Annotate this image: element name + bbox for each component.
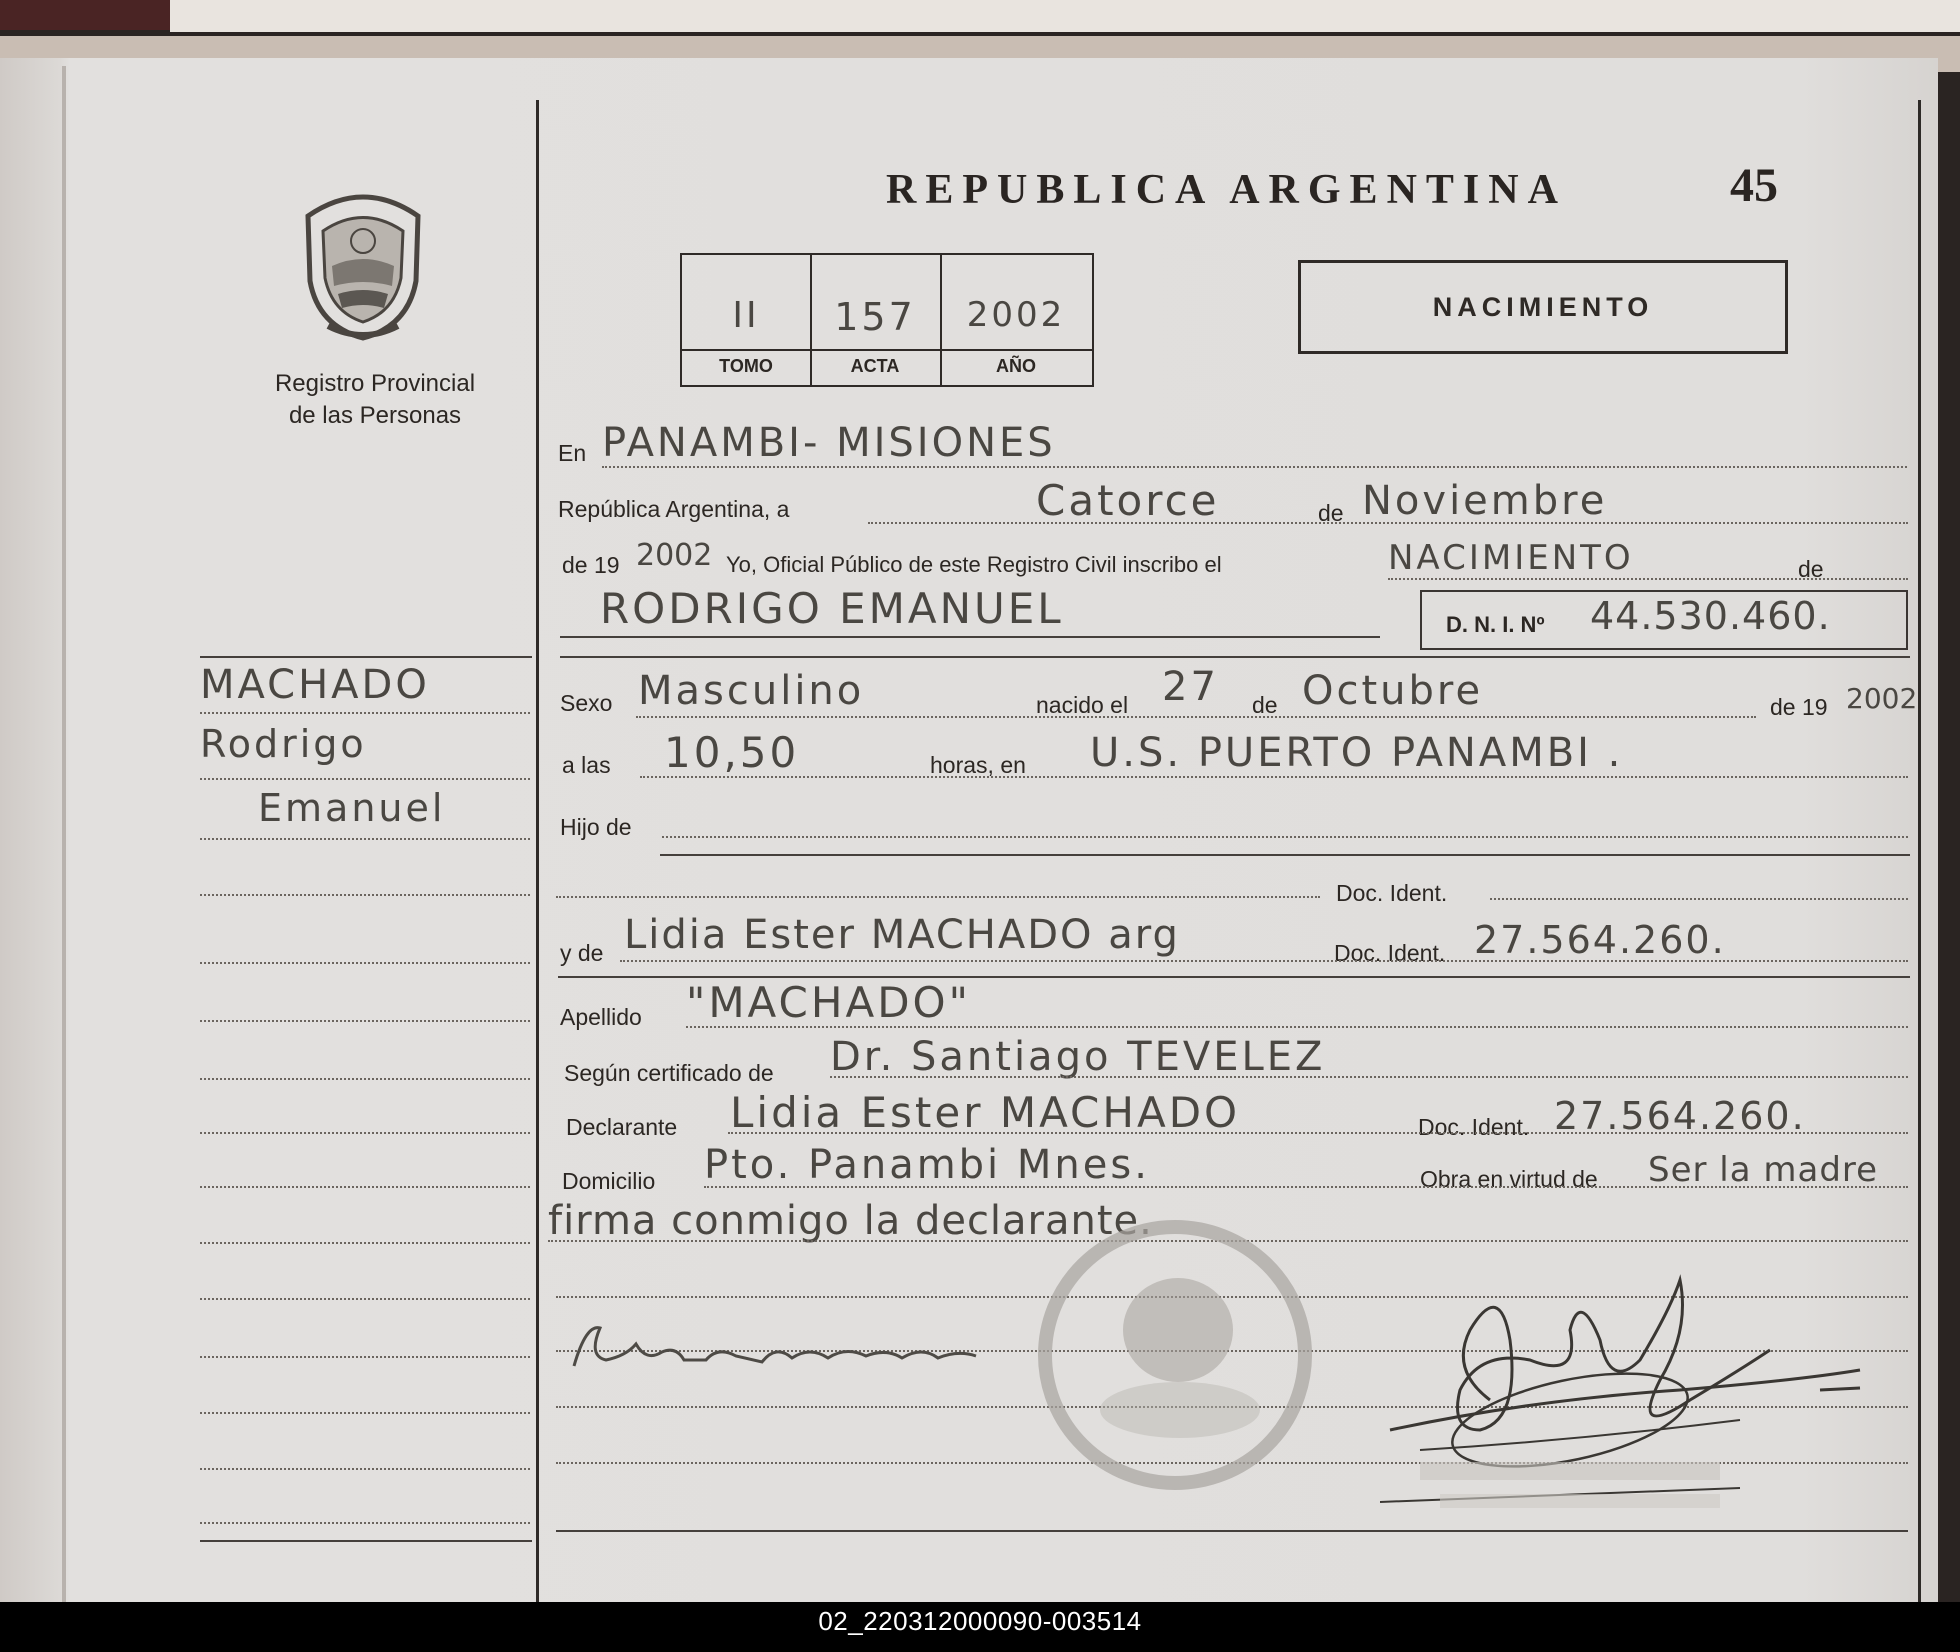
label-republica: República Argentina, a <box>558 496 790 522</box>
label-declarante: Declarante <box>566 1114 678 1140</box>
label-a-las: a las <box>562 752 611 778</box>
declarant-value: Lidia Ester MACHADO <box>730 1088 1241 1137</box>
registry-name-line1: Registro Provincial <box>274 370 476 397</box>
mother-value: Lidia Ester MACHADO arg <box>624 912 1180 958</box>
registry-name <box>240 368 510 432</box>
signature-bottom-rule <box>556 1530 1908 1532</box>
margin-given-1: Rodrigo <box>200 722 367 766</box>
mother-line <box>620 960 1908 962</box>
image-identifier: 02_220312000090-003514 <box>818 1606 1142 1636</box>
birth-place-value: U.S. PUERTO PANAMBI . <box>1090 730 1624 776</box>
left-column-rule <box>536 100 539 1602</box>
official-stamp-icon <box>1030 1210 1320 1500</box>
surname-value: "MACHADO" <box>686 978 971 1027</box>
label-domicilio: Domicilio <box>562 1168 656 1194</box>
margin-line <box>200 1186 530 1188</box>
label-nacido: nacido el <box>1036 692 1129 718</box>
virtue-value: Ser la madre <box>1648 1150 1879 1190</box>
closing-line-value: firma conmigo la declarante. <box>548 1198 1153 1244</box>
domicile-line <box>704 1186 1908 1188</box>
label-hijo-de: Hijo de <box>560 814 632 840</box>
label-de-month: de <box>1318 500 1344 526</box>
ano-label: AÑO <box>996 356 1036 376</box>
time-value: 10,50 <box>664 728 800 777</box>
acta-value: 157 <box>834 295 916 339</box>
margin-line <box>200 778 530 780</box>
margin-line <box>200 1298 530 1300</box>
margin-top-rule <box>200 656 532 658</box>
margin-line <box>200 1078 530 1080</box>
margin-line <box>200 1132 530 1134</box>
margin-line <box>200 838 530 840</box>
domicile-value: Pto. Panambi Mnes. <box>704 1142 1150 1188</box>
place-value: PANAMBI- MISIONES <box>602 420 1056 466</box>
label-oficial: Yo, Oficial Público de este Registro Civil inscribo el <box>726 552 1222 577</box>
margin-surname: MACHADO <box>200 662 430 708</box>
father-line-2 <box>556 896 1320 898</box>
record-type-box: NACIMIENTO <box>1298 260 1788 354</box>
birth-month-value: Octubre <box>1302 668 1484 714</box>
father-doc-line <box>1490 898 1908 900</box>
registrar-stamp-text <box>1420 1462 1720 1480</box>
date-line <box>868 522 1908 524</box>
margin-line <box>200 962 530 964</box>
right-border-rule <box>1918 100 1921 1602</box>
label-apellido: Apellido <box>560 1004 642 1030</box>
certificate-by-value: Dr. Santiago TEVELEZ <box>830 1034 1326 1080</box>
label-y-de: y de <box>560 940 604 966</box>
margin-line <box>200 894 530 896</box>
label-en: En <box>558 440 587 466</box>
certificate-line <box>830 1076 1908 1078</box>
father-line <box>662 836 1908 838</box>
ano-cell <box>940 255 1092 385</box>
label-de-19: de 19 <box>562 552 620 578</box>
sex-value: Masculino <box>638 668 865 714</box>
birth-year-value: 2002 <box>1846 682 1918 715</box>
dni-value: 44.530.460. <box>1590 594 1831 638</box>
label-dni: D. N. I. Nº <box>1446 612 1545 637</box>
label-horas-en: horas, en <box>930 752 1026 778</box>
margin-bottom-rule <box>200 1540 532 1542</box>
margin-line <box>200 1356 530 1358</box>
place-line <box>602 466 1907 468</box>
margin-line <box>200 712 530 714</box>
child-names-value: RODRIGO EMANUEL <box>600 584 1064 633</box>
label-segun: Según certificado de <box>564 1060 774 1086</box>
sexo-line <box>636 716 1756 718</box>
mother-doc-value: 27.564.260. <box>1474 918 1726 962</box>
country-header: REPUBLICA ARGENTINA <box>886 167 1567 213</box>
declarant-line <box>728 1132 1908 1134</box>
acta-label: ACTA <box>850 356 900 376</box>
names-line <box>560 636 1380 638</box>
label-de-act: de <box>1798 556 1824 582</box>
binding-cloth <box>0 0 180 30</box>
margin-line <box>200 1522 530 1524</box>
acta-cell <box>810 255 942 385</box>
registrar-stamp-title <box>1440 1494 1720 1508</box>
tomo-value: II <box>732 295 760 336</box>
declarant-signature <box>566 1316 1026 1378</box>
page-fold-shadow <box>62 66 66 1602</box>
margin-line <box>200 1020 530 1022</box>
time-line <box>640 776 1908 778</box>
margin-line <box>200 1468 530 1470</box>
registration-box <box>680 253 1094 387</box>
label-doc-ident-declarant: Doc. Ident. <box>1418 1114 1530 1140</box>
margin-line <box>200 1242 530 1244</box>
declarant-doc-value: 27.564.260. <box>1554 1094 1806 1138</box>
label-sexo: Sexo <box>560 690 613 716</box>
label-doc-ident-father: Doc. Ident. <box>1336 880 1448 906</box>
margin-given-2: Emanuel <box>258 786 446 830</box>
father-rule <box>660 854 1910 856</box>
margin-line <box>200 1412 530 1414</box>
surname-line <box>686 1026 1908 1028</box>
year-value: 2002 <box>636 538 713 573</box>
month-value: Noviembre <box>1362 478 1608 524</box>
book-top-edge <box>170 0 1960 32</box>
tomo-cell <box>682 255 812 385</box>
registry-name-line2: de las Personas <box>288 402 462 429</box>
label-de-19-birth: de 19 <box>1770 694 1828 720</box>
tomo-label: TOMO <box>719 356 773 376</box>
misiones-seal-icon <box>288 186 438 344</box>
names-bottom-rule <box>560 656 1910 658</box>
day-words-value: Catorce <box>1036 476 1220 525</box>
page-number: 45 <box>1730 159 1778 212</box>
label-obra: Obra en virtud de <box>1420 1166 1598 1192</box>
act-type-value: NACIMIENTO <box>1388 538 1634 578</box>
ano-value: 2002 <box>966 295 1066 335</box>
act-line <box>1388 578 1908 580</box>
label-de-birth: de <box>1252 692 1278 718</box>
label-doc-ident-mother: Doc. Ident. <box>1334 940 1446 966</box>
birth-day-value: 27 <box>1162 664 1219 710</box>
